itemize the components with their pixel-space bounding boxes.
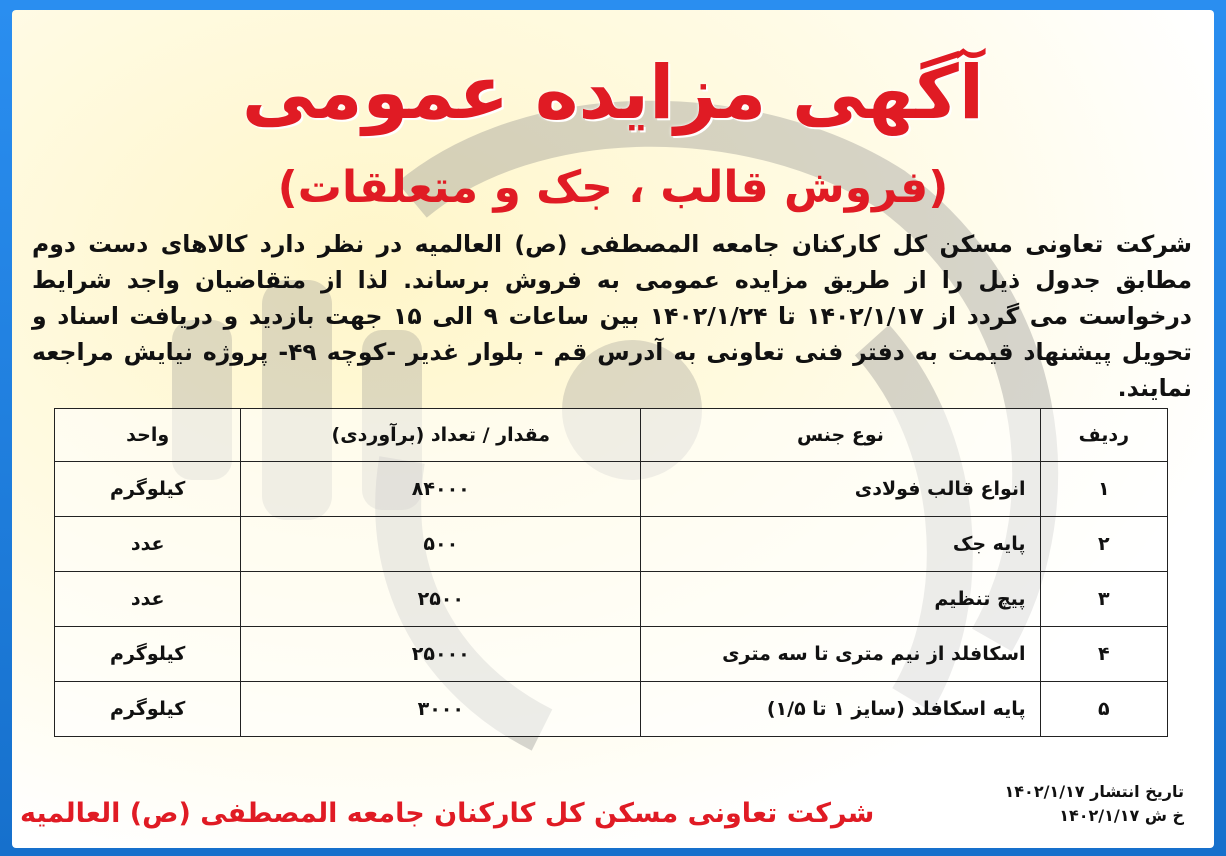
- cell-row-number: ۲: [1040, 517, 1167, 572]
- cell-item-type: انواع قالب فولادی: [641, 462, 1040, 517]
- cell-quantity: ۳۰۰۰: [241, 682, 641, 737]
- cell-item-type: پیچ تنظیم: [641, 572, 1040, 627]
- cell-row-number: ۳: [1040, 572, 1167, 627]
- cell-item-type: پایه جک: [641, 517, 1040, 572]
- table-row: [55, 572, 1168, 627]
- cell-quantity: ۵۰۰: [241, 517, 641, 572]
- page-subtitle: (فروش قالب ، جک و متعلقات): [277, 162, 949, 213]
- cell-quantity: ۲۵۰۰۰: [241, 627, 641, 682]
- table-row: [55, 682, 1168, 737]
- cell-unit: کیلوگرم: [55, 462, 241, 517]
- cell-unit: کیلوگرم: [55, 627, 241, 682]
- publish-date: تاریخ انتشار ۱۴۰۲/۱/۱۷: [1004, 782, 1184, 801]
- publication-info: [1005, 780, 1184, 828]
- table-row: [55, 517, 1168, 572]
- cell-item-type: اسکافلد از نیم متری تا سه متری: [641, 627, 1040, 682]
- announcement-body: شرکت تعاونی مسکن کل کارکنان جامعه المصطفی (ص) العالمیه در نظر دارد کالاهای دست دوم مطابق جدول ذیل را از طریق مزایده عمومی به فروش برساند. لذا از متقاضیان واجد شرایط درخواست می گردد از ۱۴۰۲/۱/۱۷ تا ۱۴۰۲/۱/۲۴ بین ساعات ۹ الی ۱۵ جهت بازدید و دریافت اسناد و تحویل پیشنهاد قیمت به دفتر فنی تعاونی به آدرس قم - بلوار غدیر -کوچه ۴۹- پروژه نیایش مراجعه نمایند.: [32, 230, 1193, 402]
- cell-unit: عدد: [55, 572, 241, 627]
- ad-code: خ ش ۱۴۰۲/۱/۱۷: [1059, 806, 1184, 825]
- cell-quantity: ۸۴۰۰۰: [241, 462, 641, 517]
- page-title: آگهی مزایده عمومی: [241, 50, 985, 136]
- table-row: [55, 627, 1168, 682]
- cell-item-type: پایه اسکافلد (سایز ۱ تا ۱/۵): [641, 682, 1040, 737]
- header-unit: واحد: [55, 409, 241, 462]
- cell-unit: عدد: [55, 517, 241, 572]
- cell-quantity: ۲۵۰۰: [241, 572, 641, 627]
- header-row-number: ردیف: [1040, 409, 1167, 462]
- items-table: [54, 408, 1168, 737]
- cell-row-number: ۵: [1040, 682, 1167, 737]
- header-item-type: نوع جنس: [641, 409, 1040, 462]
- cell-row-number: ۴: [1040, 627, 1167, 682]
- table-header-row: [55, 409, 1168, 462]
- cell-row-number: ۱: [1040, 462, 1167, 517]
- cell-unit: کیلوگرم: [55, 682, 241, 737]
- ad-page: [12, 10, 1214, 848]
- table-row: [55, 462, 1168, 517]
- company-name: شرکت تعاونی مسکن کل کارکنان جامعه المصطفی (ص) العالمیه: [20, 798, 875, 829]
- header-quantity: مقدار / تعداد (برآوردی): [241, 409, 641, 462]
